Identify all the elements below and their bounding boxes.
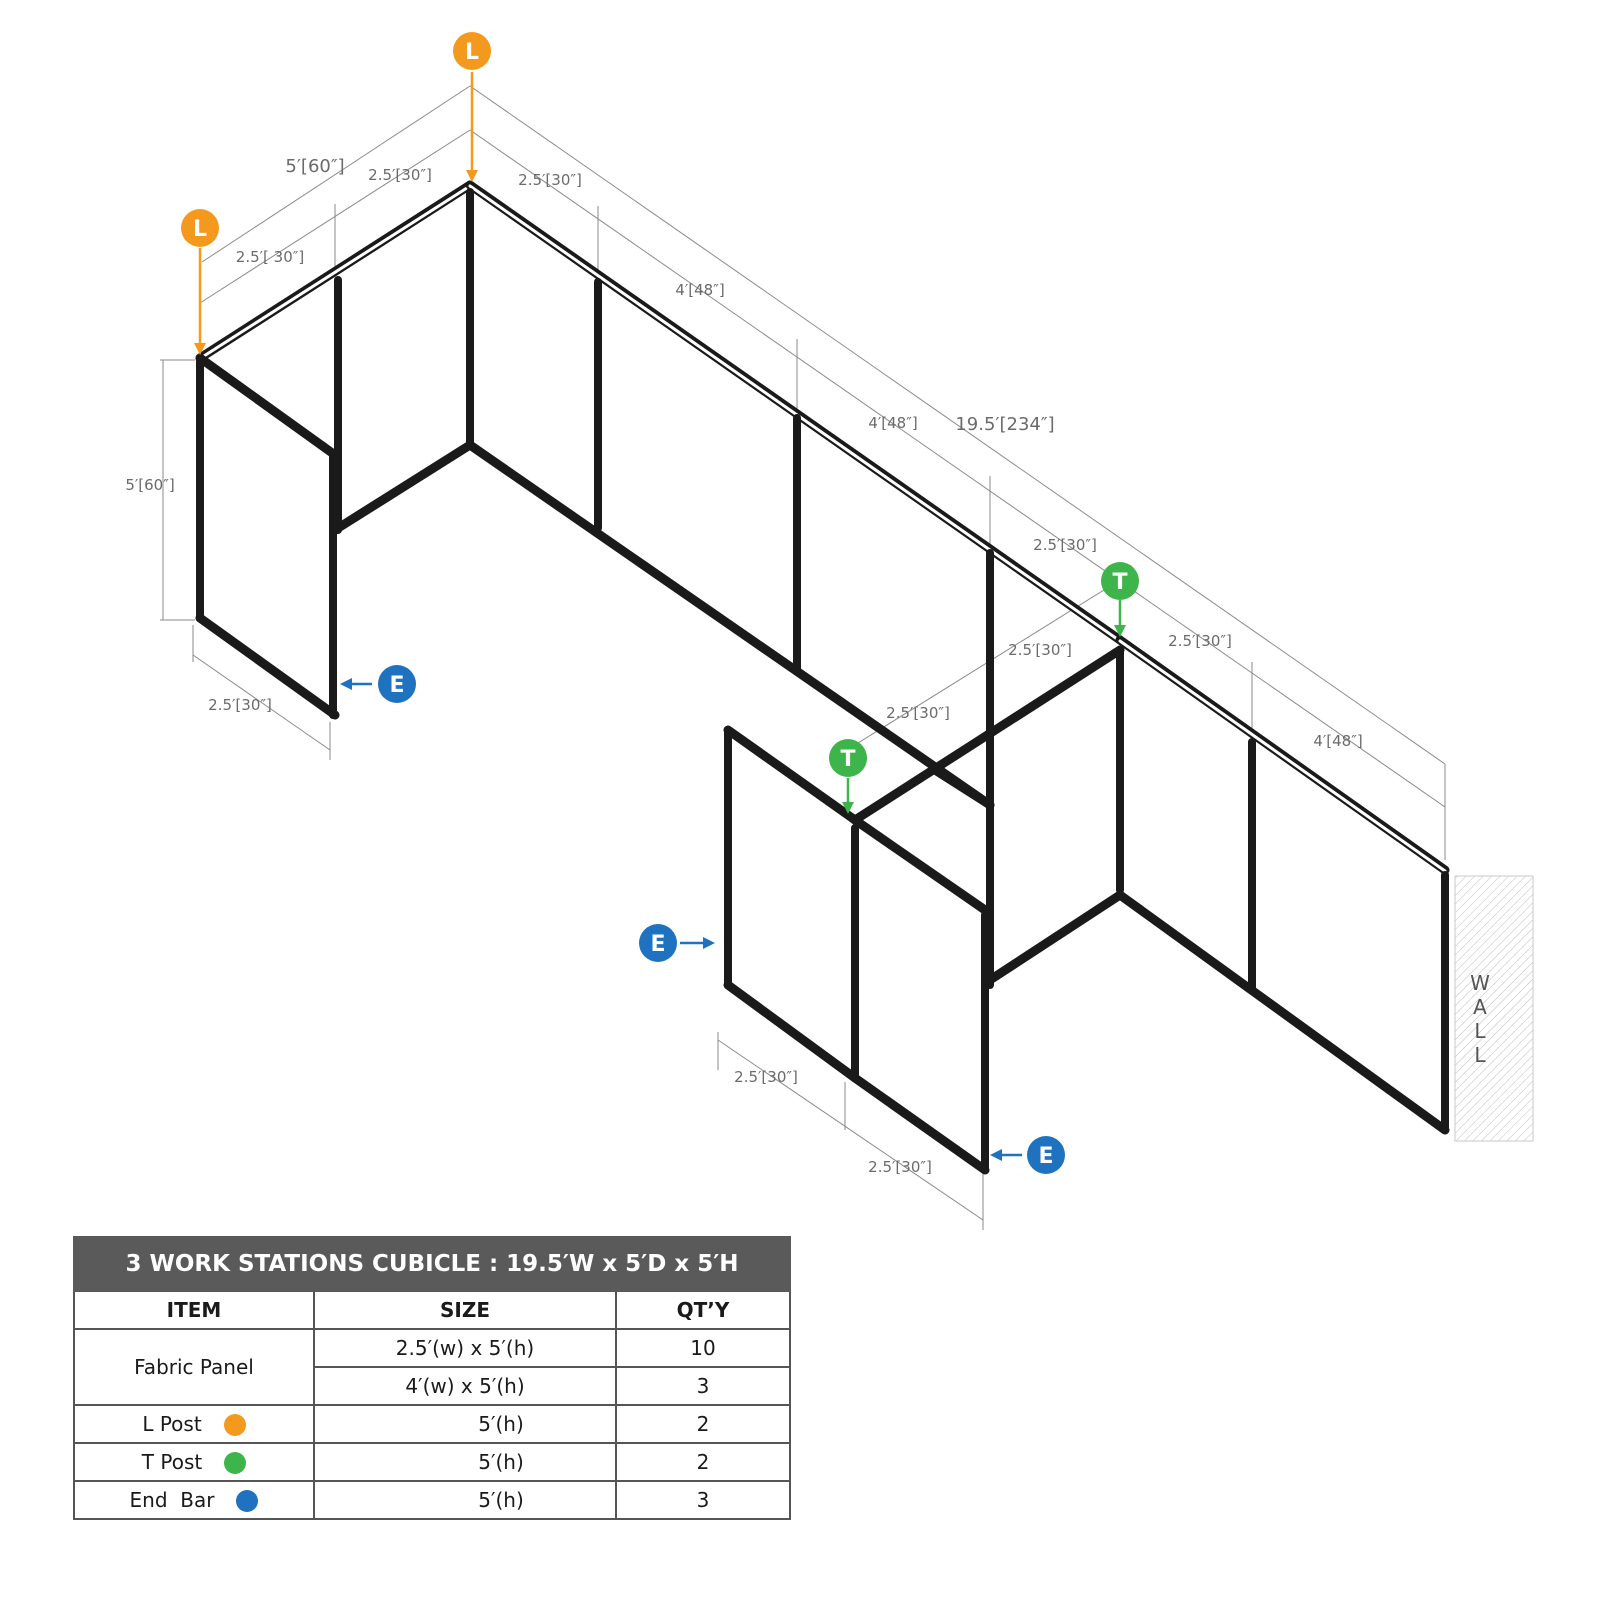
svg-text:L: L	[192, 217, 208, 242]
svg-text:L: L	[464, 40, 480, 65]
item-cell	[74, 1405, 314, 1443]
item-cell	[74, 1481, 314, 1519]
dim-right-c: 4′[48″]	[1313, 732, 1363, 750]
header-size: SIZE	[314, 1291, 616, 1329]
l-post-marker	[453, 32, 491, 182]
table-title: 3 WORK STATIONS CUBICLE : 19.5′W x 5′D x 5′H	[74, 1237, 790, 1291]
wall-letter: A	[1473, 995, 1487, 1019]
dim-long-a: 4′[48″]	[675, 281, 725, 299]
svg-text:E: E	[650, 932, 666, 957]
table-row	[74, 1443, 790, 1481]
dim-overall: 19.5′[234″]	[955, 414, 1055, 435]
end-bar-icon	[236, 1490, 258, 1512]
dim-right-b: 2.5′[30″]	[1168, 632, 1232, 650]
item-cell	[74, 1443, 314, 1481]
svg-text:E: E	[1038, 1144, 1054, 1169]
header-item: ITEM	[74, 1291, 314, 1329]
dim-left-a: 2.5′[ 30″]	[235, 248, 305, 266]
dim-left-end: 2.5′[30″]	[208, 696, 272, 714]
qty-cell: 2	[616, 1443, 790, 1481]
wall	[1455, 876, 1533, 1141]
end-bar-marker	[340, 665, 416, 703]
end-bar-marker	[639, 924, 715, 962]
dim-mid-a: 2.5′[30″]	[1008, 641, 1072, 659]
wall-letter: W	[1470, 971, 1490, 995]
dim-top-depth: 5′[60″]	[285, 156, 345, 177]
table-row	[74, 1405, 790, 1443]
dim-long-b: 4′[48″]	[868, 414, 918, 432]
size-cell: 4′(w) x 5′(h)	[314, 1367, 616, 1405]
table-row	[74, 1329, 790, 1367]
qty-cell: 3	[616, 1481, 790, 1519]
bill-of-materials-table	[73, 1236, 791, 1520]
wall-letter: L	[1474, 1043, 1486, 1067]
l-post-marker	[181, 209, 219, 355]
header-qty: QT’Y	[616, 1291, 790, 1329]
qty-cell: 3	[616, 1367, 790, 1405]
size-cell: 5′(h)	[314, 1405, 616, 1443]
table-header-row	[74, 1291, 790, 1329]
svg-text:T: T	[1112, 570, 1128, 595]
item-fabric-panel: Fabric Panel	[74, 1329, 314, 1405]
item-label: End Bar	[129, 1487, 215, 1512]
dim-mid-b: 2.5′[30″]	[886, 704, 950, 722]
dim-front-a: 2.5′[30″]	[734, 1068, 798, 1086]
wall-letter: L	[1474, 1019, 1486, 1043]
dim-front-b: 2.5′[30″]	[868, 1158, 932, 1176]
svg-text:T: T	[840, 747, 856, 772]
dim-top-b: 2.5′[30″]	[518, 171, 582, 189]
table-row	[74, 1481, 790, 1519]
size-cell: 5′(h)	[314, 1481, 616, 1519]
qty-cell: 10	[616, 1329, 790, 1367]
dim-top-a: 2.5′[30″]	[368, 166, 432, 184]
item-label: T Post	[141, 1449, 203, 1474]
svg-text:E: E	[389, 673, 405, 698]
item-label: L Post	[142, 1411, 202, 1436]
dimension-labels	[125, 156, 1362, 1176]
dim-height: 5′[60″]	[125, 476, 175, 494]
size-cell: 2.5′(w) x 5′(h)	[314, 1329, 616, 1367]
l-post-icon	[224, 1414, 246, 1436]
t-post-icon	[224, 1452, 246, 1474]
end-bar-marker	[990, 1136, 1065, 1174]
qty-cell: 2	[616, 1405, 790, 1443]
size-cell: 5′(h)	[314, 1443, 616, 1481]
dim-right-a: 2.5′[30″]	[1033, 536, 1097, 554]
